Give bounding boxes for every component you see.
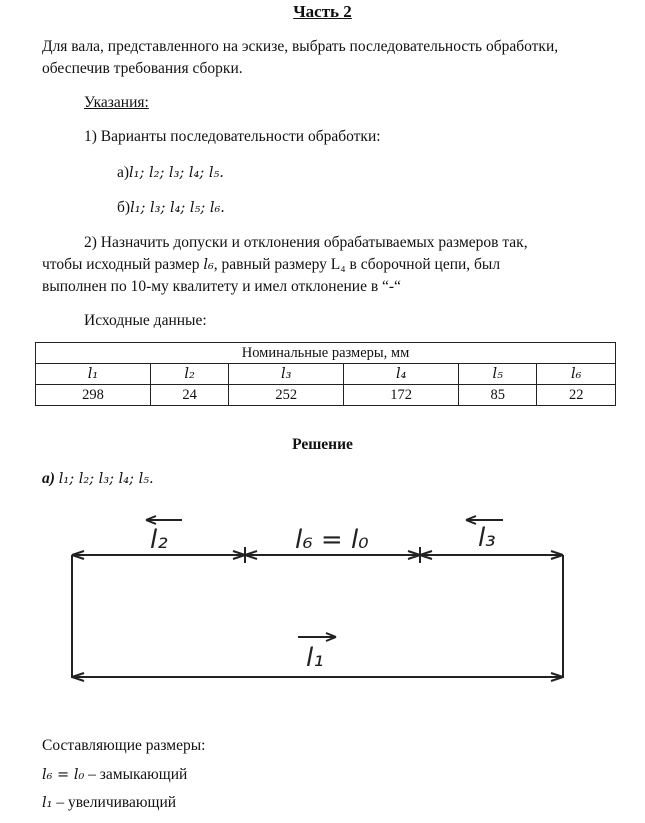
value-l1: 298 <box>36 385 151 406</box>
dimension-chain-diagram <box>0 500 645 690</box>
variant-b-sequence: l₁; l₃; l₄; l₅; l₆. <box>130 200 225 216</box>
intro-line-2: обеспечив требования сборки. <box>42 60 243 77</box>
item2-var: l₆ <box>203 257 214 273</box>
label-l3: l₃ <box>478 523 496 553</box>
col-l3: l₃ <box>229 364 344 385</box>
part-title: Часть 2 <box>293 2 352 21</box>
instructions-heading: Указания: <box>84 94 149 111</box>
label-l6-l0: l₆ = l₀ <box>295 525 369 555</box>
table-values-row <box>36 385 616 406</box>
value-l5: 85 <box>459 385 537 406</box>
increasing-var: l₁ <box>42 795 53 811</box>
table-header: Номинальные размеры, мм <box>36 343 616 364</box>
solution-heading: Решение <box>292 436 353 453</box>
item2-text-b: , равный размеру L₄ в сборочной цепи, был <box>213 256 501 273</box>
increasing-text: – увеличивающий <box>52 794 177 811</box>
nominal-sizes-table <box>35 342 616 406</box>
closing-var: l₆ = l₀ <box>42 767 85 783</box>
col-l1: l₁ <box>36 364 151 385</box>
components-heading: Составляющие размеры: <box>42 737 206 754</box>
instruction-item-2-line-3: выполнен по 10-му квалитету и имел отклонение в “-“ <box>42 278 401 295</box>
variant-a <box>117 162 224 184</box>
value-l4: 172 <box>344 385 459 406</box>
case-a-label: а) <box>42 470 55 487</box>
value-l6: 22 <box>537 385 616 406</box>
intro-line-1: Для вала, представленного на эскизе, выбрать последовательность обработки, <box>42 38 559 55</box>
variant-b <box>117 197 225 219</box>
solution-case-a <box>42 468 154 490</box>
col-l6: l₆ <box>537 364 616 385</box>
instruction-item-2-line-2 <box>42 254 500 276</box>
label-l1: l₁ <box>306 643 324 673</box>
col-l4: l₄ <box>344 364 459 385</box>
col-l5: l₅ <box>459 364 537 385</box>
case-a-sequence: l₁; l₂; l₃; l₄; l₅. <box>58 471 154 487</box>
variant-b-prefix: б) <box>117 199 131 216</box>
table-header-row <box>36 343 616 364</box>
label-l2: l₂ <box>150 525 168 555</box>
increasing-link <box>42 792 176 814</box>
col-l2: l₂ <box>150 364 228 385</box>
closing-text: – замыкающий <box>84 766 188 783</box>
item2-text-a: чтобы исходный размер <box>42 256 204 273</box>
variant-a-prefix: а) <box>117 164 130 181</box>
closing-link <box>42 764 187 786</box>
instruction-item-1: 1) Варианты последовательности обработки: <box>84 128 381 145</box>
value-l2: 24 <box>150 385 228 406</box>
table-columns-row <box>36 364 616 385</box>
variant-a-sequence: l₁; l₂; l₃; l₄; l₅. <box>129 165 224 181</box>
value-l3: 252 <box>229 385 344 406</box>
source-data-label: Исходные данные: <box>84 312 207 329</box>
instruction-item-2-line-1: 2) Назначить допуски и отклонения обрабатываемых размеров так, <box>84 234 528 251</box>
